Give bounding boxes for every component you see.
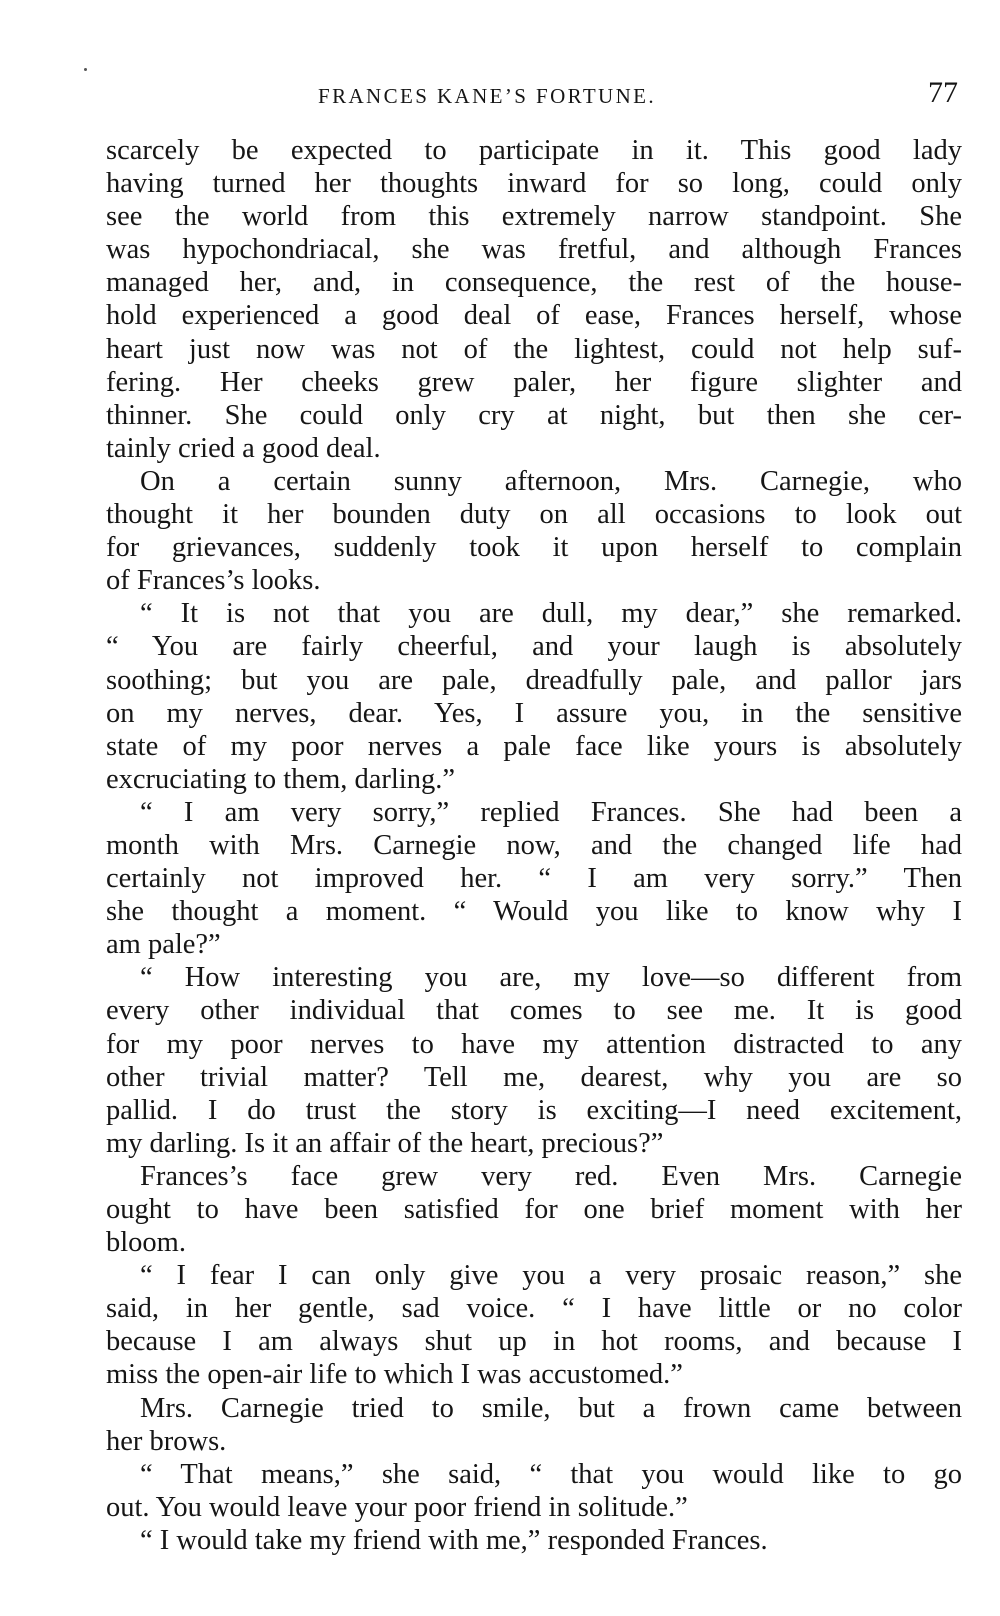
text-line: bloom. (106, 1227, 186, 1259)
text-line: “ I would take my friend with me,” responded Frances. (140, 1524, 768, 1556)
text-line: month with Mrs. Carnegie now, and the changed life had (106, 829, 962, 861)
text-line: state of my poor nerves a pale face like yours is absolutely (106, 730, 962, 762)
text-line: “ I am very sorry,” replied Frances. She had been a (140, 796, 962, 828)
text-line: hold experienced a good deal of ease, Frances herself, whose (106, 300, 962, 332)
page-number: 77 (928, 76, 958, 109)
text-line: “ That means,” she said, “ that you would like to go (140, 1458, 962, 1490)
text-line: she thought a moment. “ Would you like to know why I (106, 896, 962, 928)
text-line: pallid. I do trust the story is exciting—I need excitement, (106, 1094, 962, 1126)
text-line: miss the open-air life to which I was accustomed.” (106, 1359, 683, 1391)
print-speck (84, 68, 87, 71)
text-line: “ How interesting you are, my love—so different from (140, 962, 962, 994)
text-line: out. You would leave your poor friend in solitude.” (106, 1491, 688, 1523)
text-line: scarcely be expected to participate in it. This good lady (106, 135, 962, 166)
text-line: for grievances, suddenly took it upon herself to complain (106, 532, 962, 564)
text-line: thought it her bounden duty on all occasions to look out (106, 499, 962, 531)
text-line: thinner. She could only cry at night, but then she cer- (106, 399, 962, 431)
text-line: Frances’s face grew very red. Even Mrs. Carnegie (140, 1160, 962, 1192)
body-text (106, 134, 962, 1557)
page-header (106, 76, 958, 118)
text-line: on my nerves, dear. Yes, I assure you, in the sensitive (106, 697, 962, 729)
text-line: every other individual that comes to see me. It is good (106, 995, 962, 1027)
text-line: see the world from this extremely narrow standpoint. She (106, 201, 962, 233)
text-line: “ You are fairly cheerful, and your laugh is absolutely (106, 631, 962, 663)
text-line: excruciating to them, darling.” (106, 763, 455, 795)
text-line: was hypochondriacal, she was fretful, and although Frances (106, 234, 962, 266)
text-line: On a certain sunny afternoon, Mrs. Carnegie, who (140, 465, 962, 497)
text-line: her brows. (106, 1425, 227, 1457)
text-line: certainly not improved her. “ I am very sorry.” Then (106, 863, 962, 895)
text-line: for my poor nerves to have my attention distracted to any (106, 1028, 962, 1060)
text-line: tainly cried a good deal. (106, 432, 381, 464)
text-line: of Frances’s looks. (106, 565, 321, 597)
text-line: managed her, and, in consequence, the rest of the house- (106, 267, 962, 299)
text-line: because I am always shut up in hot rooms, and because I (106, 1326, 962, 1358)
text-line: Mrs. Carnegie tried to smile, but a frown came between (140, 1392, 962, 1424)
text-line: my darling. Is it an affair of the heart, precious?” (106, 1127, 664, 1159)
text-line: soothing; but you are pale, dreadfully pale, and pallor jars (106, 664, 962, 696)
text-line: having turned her thoughts inward for so long, could only (106, 168, 962, 200)
text-line: heart just now was not of the lightest, could not help suf- (106, 333, 962, 365)
running-title: FRANCES KANE’S FORTUNE. (318, 84, 657, 108)
text-line: am pale?” (106, 929, 221, 961)
text-line: ought to have been satisfied for one brief moment with her (106, 1194, 962, 1225)
text-line: “ It is not that you are dull, my dear,” she remarked. (140, 598, 962, 630)
text-line: “ I fear I can only give you a very prosaic reason,” she (140, 1260, 962, 1292)
text-line: other trivial matter? Tell me, dearest, why you are so (106, 1061, 962, 1093)
text-line: said, in her gentle, sad voice. “ I have little or no color (106, 1293, 962, 1325)
text-line: fering. Her cheeks grew paler, her figure slighter and (106, 366, 962, 398)
